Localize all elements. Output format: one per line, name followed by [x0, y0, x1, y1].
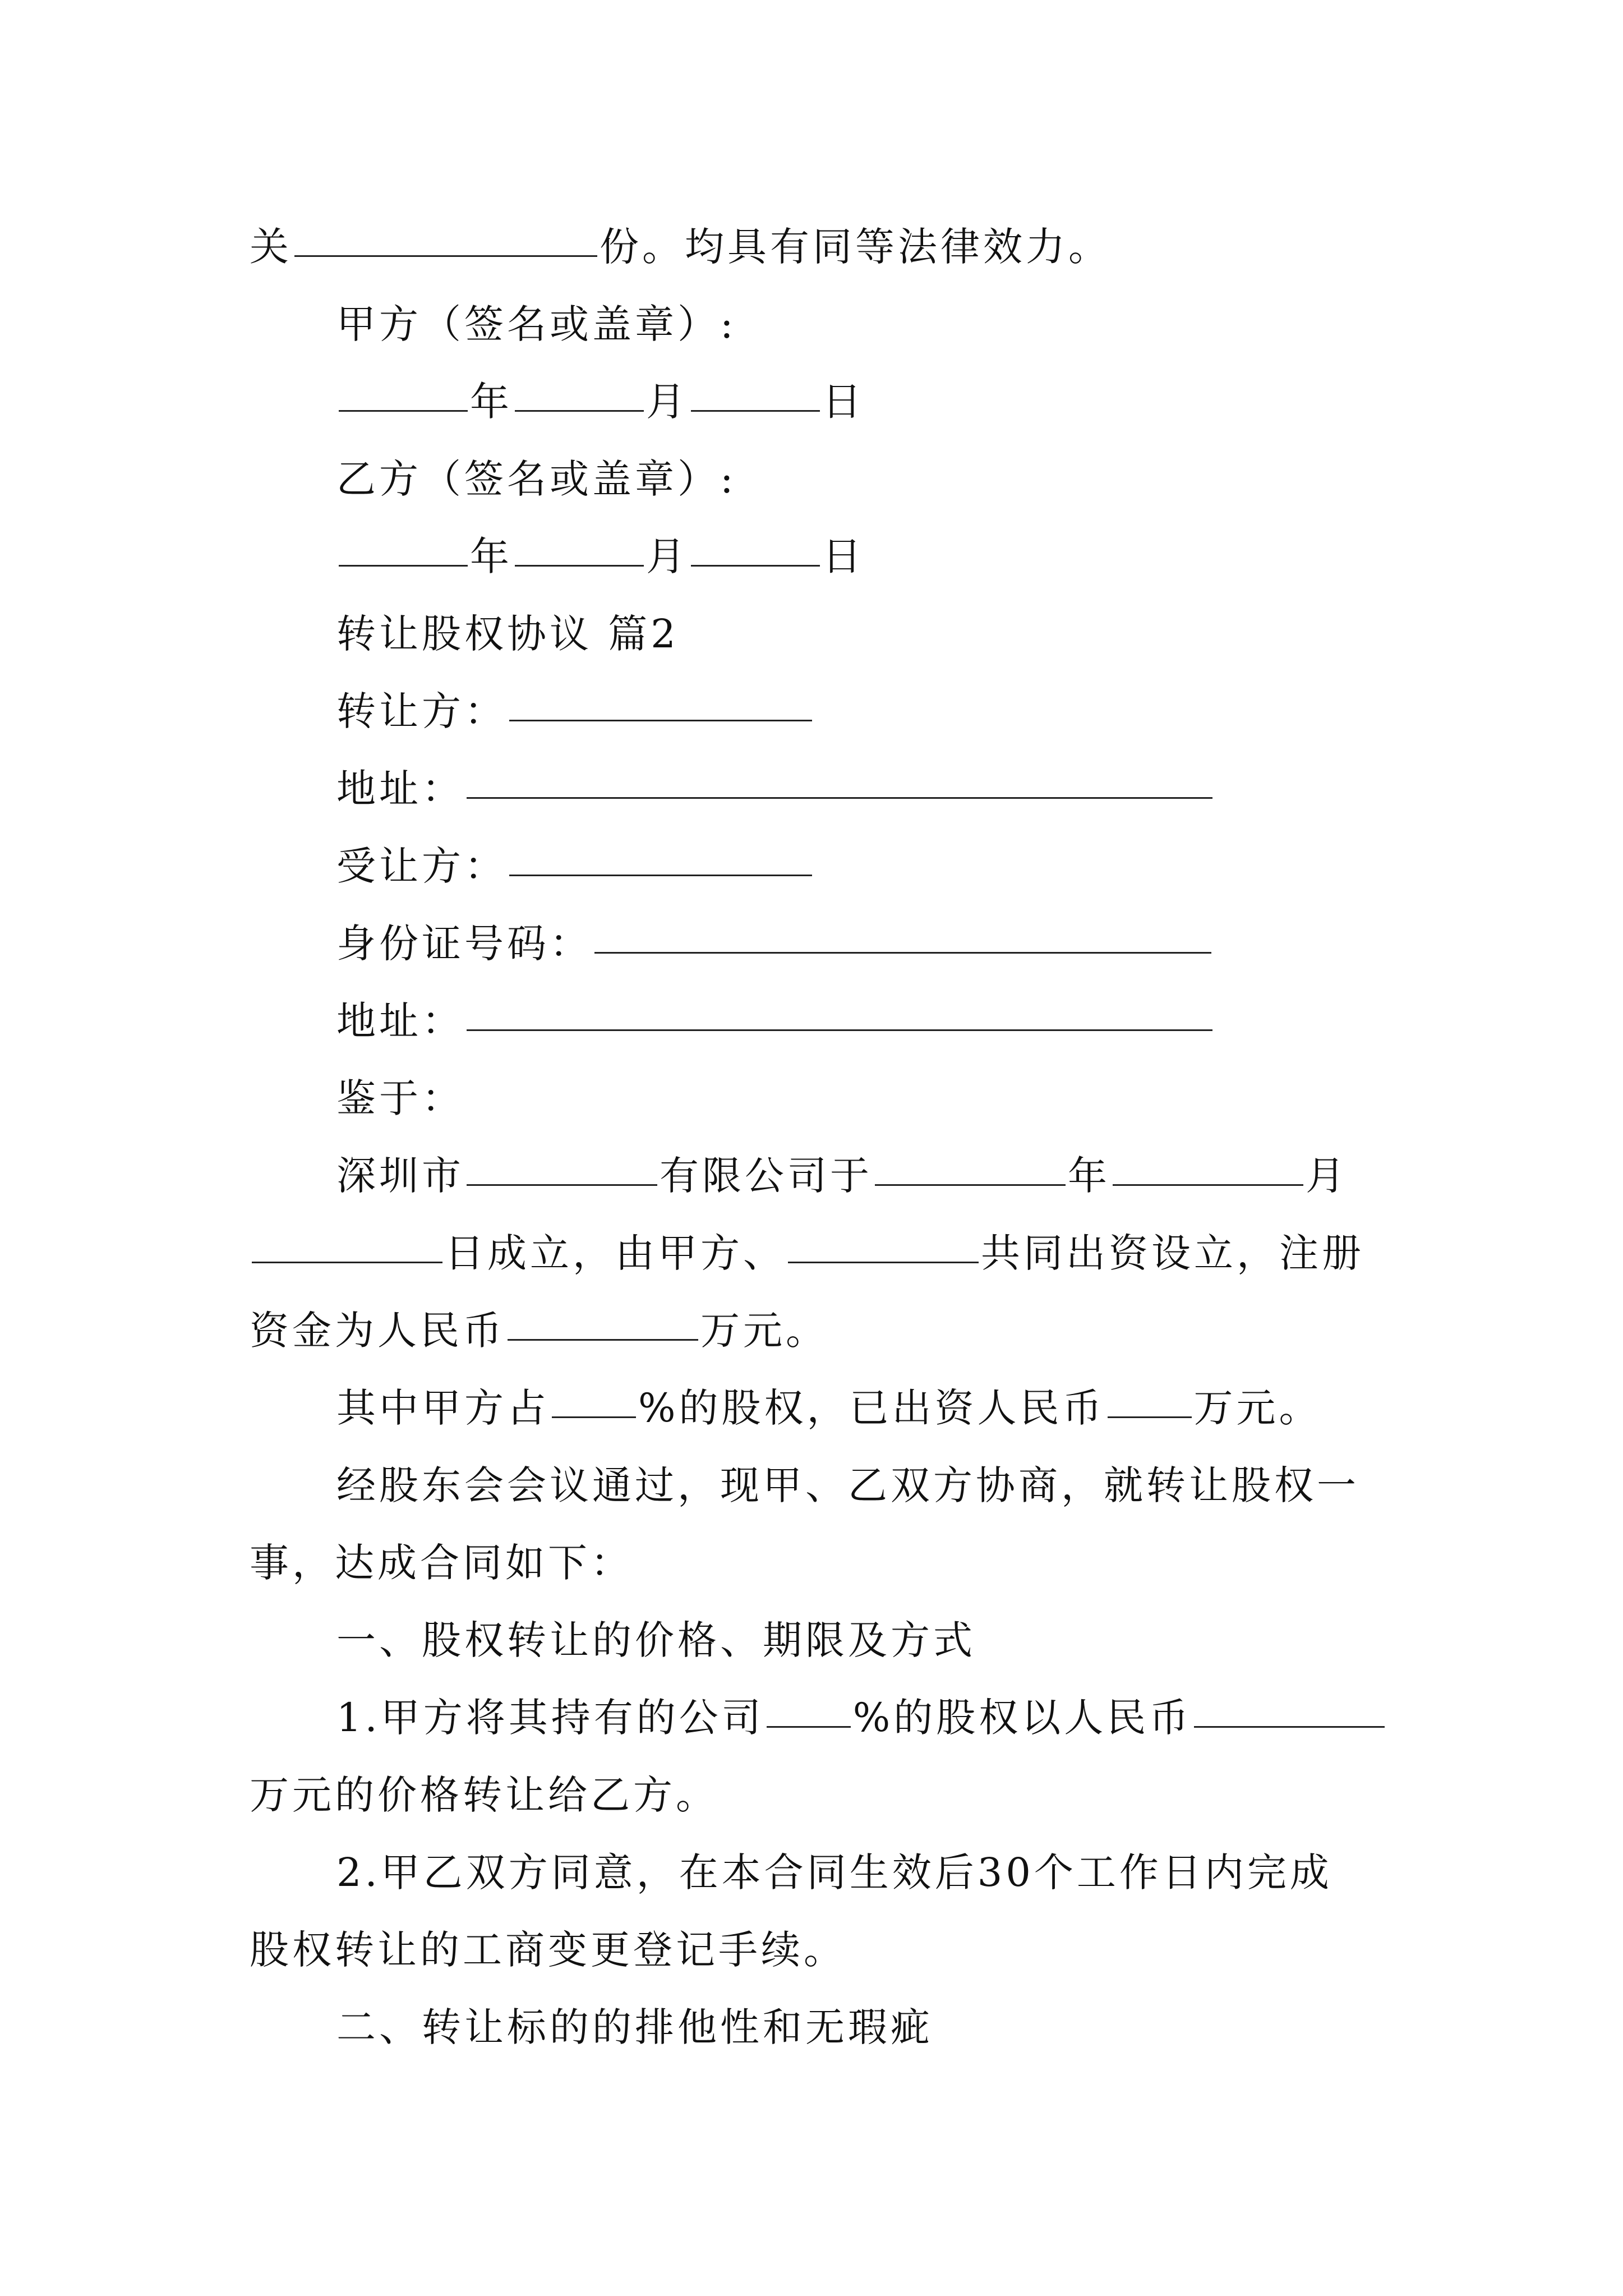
blank-field — [294, 255, 597, 257]
text: 受让方： — [336, 843, 507, 889]
address-line-2 — [336, 993, 1387, 1049]
blank-field — [1113, 1184, 1303, 1186]
text: 日成立，由甲方、 — [445, 1230, 786, 1276]
text: 月 — [1306, 1153, 1348, 1199]
text: 万元。 — [1193, 1385, 1322, 1431]
party-b-signature: 乙方（签名或盖章）: — [336, 456, 737, 502]
blank-field — [691, 410, 820, 412]
id-number-line — [336, 915, 1387, 972]
text: 份。均具有同等法律效力。 — [600, 224, 1111, 270]
copies-line — [250, 219, 1387, 275]
paragraph-line — [336, 1148, 1387, 1204]
text: 深圳市 — [336, 1153, 464, 1199]
blank-field — [515, 410, 644, 412]
blank-field — [767, 1726, 851, 1728]
text: 月 — [646, 533, 689, 579]
blank-field — [508, 1339, 698, 1341]
blank-field — [339, 565, 468, 567]
text: 其中甲方占 — [336, 1385, 550, 1431]
blank-field — [252, 1262, 442, 1263]
blank-field — [1194, 1726, 1385, 1728]
clause-item: 股权转让的工商变更登记手续。 — [250, 1927, 846, 1973]
text: 年 — [470, 533, 513, 579]
text: 年 — [1068, 1153, 1110, 1199]
blank-field — [552, 1416, 636, 1418]
blank-field — [509, 720, 812, 721]
paragraph-line — [250, 1303, 1387, 1359]
text: 年 — [470, 379, 513, 425]
blank-field — [467, 1029, 1212, 1031]
text: 地址： — [336, 766, 464, 812]
blank-field — [1108, 1416, 1192, 1418]
section-title: 转让股权协议 篇2 — [336, 611, 679, 657]
blank-field — [339, 410, 468, 412]
paragraph-line: 事，达成合同如下： — [250, 1540, 633, 1586]
text: 日 — [822, 533, 865, 579]
blank-field — [467, 797, 1212, 799]
blank-field — [515, 565, 644, 567]
section-heading: 一、股权转让的价格、期限及方式 — [336, 1617, 976, 1663]
blank-field — [509, 875, 812, 876]
clause-item: 2.甲乙双方同意，在本合同生效后30个工作日内完成 — [336, 1849, 1332, 1895]
blank-field — [788, 1262, 979, 1263]
blank-field — [691, 565, 820, 567]
whereas-label: 鉴于： — [336, 1075, 464, 1121]
paragraph-line — [250, 1225, 1387, 1281]
section-heading: 二、转让标的的排他性和无瑕疵 — [336, 2004, 933, 2050]
transferor-line — [336, 683, 1387, 739]
party-a-date — [336, 374, 1387, 430]
text: 日 — [822, 379, 865, 425]
paragraph-line: 经股东会会议通过，现甲、乙双方协商，就转让股权一 — [336, 1462, 1359, 1508]
blank-field — [467, 1184, 657, 1186]
text: %的股权以人民币 — [852, 1695, 1192, 1741]
clause-item — [336, 1690, 1387, 1746]
clause-item: 万元的价格转让给乙方。 — [250, 1772, 718, 1818]
text: 关 — [250, 224, 292, 270]
blank-field — [594, 952, 1211, 954]
transferee-line — [336, 838, 1387, 894]
party-b-date — [336, 528, 1387, 585]
text: 共同出资设立，注册 — [981, 1230, 1364, 1276]
text: 身份证号码： — [336, 921, 592, 967]
address-line — [336, 761, 1387, 817]
text: 万元。 — [700, 1308, 828, 1354]
text: 转让方： — [336, 688, 507, 734]
text: %的股权，已出资人民币 — [638, 1385, 1105, 1431]
blank-field — [875, 1184, 1066, 1186]
text: 月 — [646, 379, 689, 425]
party-a-signature: 甲方（签名或盖章）: — [336, 301, 737, 347]
text: 资金为人民币 — [250, 1308, 505, 1354]
paragraph-line — [336, 1380, 1387, 1436]
text: 有限公司于 — [660, 1153, 873, 1199]
text: 地址： — [336, 998, 464, 1044]
text: 1.甲方将其持有的公司 — [336, 1695, 764, 1741]
